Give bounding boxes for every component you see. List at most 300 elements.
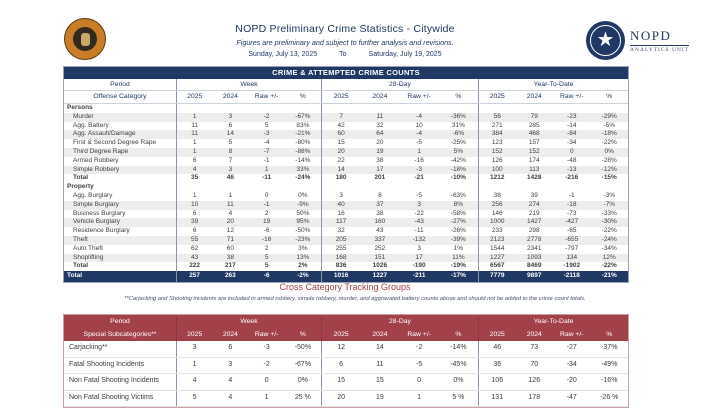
cell-value: -7 [263,147,270,155]
cell-value: 6567 [478,262,516,271]
cell-value: -50% [295,227,311,235]
cell-value: 16 [321,210,360,219]
cell-value: -67% [294,360,312,368]
cell-value: 274 [528,200,540,208]
cell-value: 6 [228,344,233,351]
cell-value: -1 [263,156,270,164]
cell-value: 4 [176,374,212,390]
cell-value: -6 [249,271,285,281]
cell-value: 3 [321,192,360,201]
cell-value: -14 [567,121,577,129]
cell-value: -47 [566,393,577,401]
cell-value [439,183,478,192]
cell-value [516,183,554,192]
cell-value: 4 [228,209,233,217]
cell-value: -13 [567,165,577,173]
row-label: Vehicle Burglary [73,218,120,226]
cell-value: -3 [416,165,423,173]
cell-value: -12% [601,165,617,173]
row-label: Shoplifting [73,253,104,261]
subheader-label: 2025 [176,328,212,341]
cell-value: -43 [414,218,424,226]
table-row [64,174,628,183]
subheader-label: % [455,93,462,100]
cell-value: 3 [417,244,421,252]
cell-value: 1 [417,393,422,401]
category-label: Offense Category [93,93,147,100]
cell-value: 20 [226,218,234,226]
cell-value: 5 [176,391,212,407]
cell-value [212,104,248,113]
cell-value: 12% [602,253,616,261]
cell-value: 10 [415,121,423,129]
cell-value: 298 [528,227,540,235]
table-row [64,262,628,271]
cell-value: 15 [321,374,360,390]
table-row [64,113,628,122]
cell-value: 4 [228,377,233,384]
cell-value: 5 [264,262,269,270]
cell-value: 55 [176,236,212,245]
cell-value: 1% [453,244,464,252]
cross-category-title: Cross Category Tracking Groups [279,282,411,292]
cell-value: 73 [530,344,539,351]
table-row [64,192,628,201]
row-label: Residence Burglary [73,227,130,235]
cell-value: 1 [417,147,421,155]
table-row [64,166,628,175]
cell-value: -48 [567,156,577,164]
cell-value [360,183,399,192]
date-range [63,51,627,58]
table-row [64,130,628,139]
cell-value: 285 [528,121,540,129]
cell-value: 31% [451,121,465,129]
subheader-label: 2025 [176,91,212,103]
cell-value [176,104,212,113]
cell-value: -23% [295,235,311,243]
cell-value: 205 [321,236,360,245]
cell-value: -9% [297,200,309,208]
cell-value: -65 [567,227,577,235]
page-title: NOPD Preliminary Crime Statistics - Citywide [235,23,455,35]
cell-value: 5% [453,147,464,155]
cell-value: 2 [264,244,269,252]
cell-value [212,183,248,192]
cell-value: 13% [296,253,310,261]
row-label: Carjacking** [69,344,108,351]
cell-value: 0% [453,377,464,384]
cell-value: 12 [226,227,234,235]
cell-value: 5 % [452,393,465,401]
cell-value: -21% [295,130,311,138]
cell-value: 1 [176,358,212,374]
cell-value: -2 [416,344,423,351]
cell-value: 14 [321,166,360,175]
table-row [64,254,628,263]
cell-value: 11 [176,122,212,131]
cell-value: -63% [450,191,466,199]
cell-value: 468 [528,130,540,138]
cell-value: 1 [176,113,212,122]
cell-value: 79 [530,112,538,120]
cell-value: 11 [376,360,384,368]
cell-value: 5 [264,253,269,261]
subheader-label: Raw +/- [559,93,584,100]
period-label: Period [110,81,130,88]
cell-value: 11 [227,200,234,208]
cell-value: -797 [565,244,579,252]
cell-value: 37 [376,200,384,208]
cell-value: 70 [530,360,539,368]
cell-value: 38 [226,253,234,261]
table-row [64,139,628,148]
cell-value: 20 [376,139,384,147]
cell-value: -14% [450,344,467,351]
row-label: Non Fatal Shooting Victims [69,393,154,401]
table-title-band: CRIME & ATTEMPTED CRIME COUNTS [64,67,628,79]
cell-value: 255 [321,245,360,254]
cell-value: -34 [567,139,577,147]
cell-value: 42 [321,122,360,131]
cell-value: -49% [601,360,618,368]
cell-value: -11 [262,174,272,182]
cell-value: -14% [295,156,311,164]
cell-value [591,104,629,113]
cell-value: 46 [226,174,234,182]
group-label: 28-Day [321,315,478,328]
cell-value: 0 [417,377,422,384]
cell-value: -18% [450,165,466,173]
cell-value: -23 [567,112,577,120]
cell-value: -22% [601,262,617,270]
cell-value: -5 [416,191,423,199]
subheader-label: 2025 [321,91,360,103]
cell-value: 5 [264,121,269,129]
cell-value: -22% [601,227,617,235]
cell-value: 19 [263,218,271,226]
cell-value: 1227 [478,254,516,263]
subheader-label: 2025 [321,328,360,341]
subheader-label: 2024 [222,93,238,100]
table-row [64,157,628,166]
table-row [64,148,628,157]
cell-value: -34 [566,360,577,368]
cell-value: -16 [261,235,272,243]
cell-value: 3 [228,112,233,120]
cell-value: 257 [176,271,212,281]
cell-value: -42% [450,156,466,164]
cell-value: -5 [416,139,423,147]
table-row [64,218,628,227]
cell-value: 9897 [516,271,554,281]
cell-value: 8469 [527,262,542,270]
analytics-unit-logo [586,21,689,60]
cell-value: 117 [321,218,360,227]
table-row [64,236,628,245]
cell-value: 10 [176,201,212,210]
table-row [64,391,628,408]
cell-value: 1 [176,192,212,201]
cell-value: -3% [603,191,616,199]
cell-value: 1 [176,148,212,157]
row-label: Murder [73,112,94,120]
group-label: Year-To-Date [478,315,628,328]
cell-value: 32 [321,227,360,236]
cell-value: -17% [439,271,478,281]
cell-value [591,183,629,192]
cell-value: -10% [450,174,466,182]
row-label: Business Burglary [73,209,126,217]
cell-value: 35 [176,174,212,183]
row-label: First & Second Degree Rape [73,139,157,147]
cell-value: 11 [376,112,384,120]
cell-value: 83% [296,121,310,129]
cell-value: -7% [603,200,616,208]
cell-value: 134 [566,253,578,261]
cell-value: 12 [321,341,360,357]
cell-value: 263 [212,271,248,281]
cell-value: -33% [601,209,617,217]
cell-value: 0 [264,191,269,199]
cell-value: 178 [528,393,541,401]
cell-value: -211 [400,271,439,281]
row-label: Fatal Shooting Incidents [69,360,145,368]
cell-value: 222 [176,262,212,271]
group-label: 28-Day [321,79,478,90]
subheader-label: % [606,93,613,100]
crime-table-body [64,79,628,282]
cross-category-table [63,314,629,408]
table-row [64,271,628,281]
cell-value: -26% [450,227,466,235]
subheader-label: Raw +/- [407,93,431,100]
cell-value: 17 [376,165,384,173]
cell-value: -73 [567,209,577,217]
cell-value: -16 [414,156,424,164]
cell-value: 157 [528,139,540,147]
cell-value: 38 [376,156,384,164]
cell-value: 22 [321,157,360,166]
cell-value [285,183,321,192]
cell-value [321,104,360,113]
cell-value: -18% [601,130,617,138]
row-label: Total [73,174,89,182]
subheader-label: 2025 [478,328,516,341]
cell-value: 46 [478,341,516,357]
cell-value: 1 [264,393,269,401]
cell-value [553,104,591,113]
cell-value: 7 [321,113,360,122]
cell-value: 256 [478,201,516,210]
cell-value: 126 [528,377,541,384]
cell-value: 6 [228,121,233,129]
cell-value: 6 [176,157,212,166]
cell-value: 3% [298,244,308,252]
cell-value: 0 [264,377,269,384]
cell-value: -84 [567,130,577,138]
cell-value: -6% [452,130,465,138]
cell-value: -25% [450,139,466,147]
header-row [64,315,628,328]
cell-value: 6 [321,358,360,374]
report-header [0,0,710,64]
cell-value: -18 [567,200,577,208]
cell-value: 1 [228,191,233,199]
cell-value: -50% [294,344,312,351]
date-end: Saturday, July 19, 2025 [368,51,442,58]
cell-value: 6 [176,210,212,219]
cell-value: 15 [375,377,384,384]
cell-value: 836 [321,262,360,271]
header-row [64,91,628,104]
cell-value: 1212 [478,174,516,183]
cell-value: 3 [417,200,421,208]
cell-value: -4 [416,130,423,138]
cell-value: 6 [176,227,212,236]
crime-counts-table [63,66,629,283]
date-separator: To [339,51,347,58]
cell-value: -27% [450,218,466,226]
table-row [64,122,628,131]
cell-value: 19 [376,147,384,155]
cell-value: -80% [295,139,311,147]
cell-value: -29% [601,112,617,120]
table-row [64,374,628,391]
cell-value: -2 [263,360,270,368]
cell-value: 1544 [478,245,516,254]
subheader-label: 2024 [372,331,388,338]
cell-value: 1026 [372,262,388,270]
cell-value: 38 [376,209,384,217]
cell-value: -427 [565,218,579,226]
subheader-label: Raw +/- [559,331,584,338]
subheader-label: Raw +/- [254,93,279,100]
cell-value: 11 [176,130,212,139]
analytics-logo-text [630,28,689,53]
star-icon: ★ [596,28,615,51]
page-subtitle: Figures are preliminary and subject to further analysis and revisions. [236,38,454,47]
table-row [64,201,628,210]
row-label: Property [67,183,94,191]
title-block [63,23,627,58]
cell-value: 106 [478,374,516,390]
cell-value [516,104,554,113]
cell-value: 62 [176,245,212,254]
cell-value: 4 [176,166,212,175]
cell-value: -2 [263,112,270,120]
cell-value: 160 [374,218,386,226]
cell-value: 1 [176,139,212,148]
table-row [64,183,628,192]
row-label: Simple Robbery [73,165,120,173]
row-label: Simple Burglary [73,200,119,208]
table-row [64,227,628,236]
cell-value: -28% [601,156,617,164]
cell-value: -58% [450,209,466,217]
cell-value: -21 [414,174,424,182]
analytics-logo-subtitle: ANALYTICS UNIT [630,47,690,53]
star-badge-icon [586,21,625,60]
cell-value: 1428 [527,174,542,182]
cell-value [249,183,285,192]
cell-value: -4 [416,112,423,120]
cross-table-body [64,315,628,407]
cell-value: -16% [601,377,618,384]
cell-value: -26 % [600,393,619,401]
cell-value: 40 [321,201,360,210]
table-row [64,104,628,113]
cell-value: 1093 [527,253,542,261]
cell-value: 233 [478,227,516,236]
category-label: Special Subcategories** [83,331,157,338]
cell-value [321,183,360,192]
row-label: Third Degree Rape [73,147,129,155]
cross-category-footnote: **Carjacking and Shooting incidents are included in armed robbery, simple robbery, murder, and aggravated battery counts above and should not be added to the crime count totals. [124,296,586,302]
cell-value: 131 [478,391,516,407]
cell-value: -190 [412,262,426,270]
cell-value: -1902 [563,262,581,270]
cell-value: 39 [530,191,538,199]
cell-value: 60 [321,130,360,139]
subheader-label: Raw +/- [407,331,431,338]
cell-value: 180 [321,174,360,183]
cell-value: -1 [263,200,270,208]
cell-value: 1016 [321,271,360,281]
cell-value [439,104,478,113]
header-row [64,328,628,341]
cell-value: 3 [228,360,233,368]
cell-value: 14 [226,130,234,138]
row-label: Auto Theft [73,244,103,252]
cell-value: 151 [374,253,386,261]
cell-value: 126 [478,157,516,166]
cell-value: -27 [566,344,577,351]
cell-value: 95% [296,218,310,226]
cell-value: -2% [285,271,321,281]
cell-value: -67% [295,112,311,120]
cell-value [360,104,399,113]
cell-value: 3 [228,165,233,173]
cell-value: -1 [568,191,575,199]
header-row [64,79,628,91]
subheader-label: % [606,331,613,338]
cell-value: 0% [298,191,308,199]
cell-value: -30% [601,218,617,226]
cell-value: 25 % [294,393,311,401]
table-row [64,358,628,375]
row-label: Agg. Burglary [73,191,113,199]
cell-value: 71 [226,235,234,243]
cell-value: 11% [452,253,465,261]
subheader-label: % [299,331,306,338]
cell-value [400,183,439,192]
cell-value [553,183,591,192]
cell-value: -21% [591,271,629,281]
table-row [64,210,628,219]
cell-value: 217 [224,262,236,270]
cell-value: -4 [263,139,270,147]
cell-value: 33% [296,165,310,173]
cell-value [285,104,321,113]
cell-value: -37% [601,344,618,351]
cell-value: -24% [601,235,617,243]
cell-value [176,183,212,192]
cell-value: -24% [295,174,311,182]
analytics-logo-title: NOPD [630,28,672,43]
cell-value: 60 [226,244,234,252]
cell-value: -5 [416,360,423,368]
